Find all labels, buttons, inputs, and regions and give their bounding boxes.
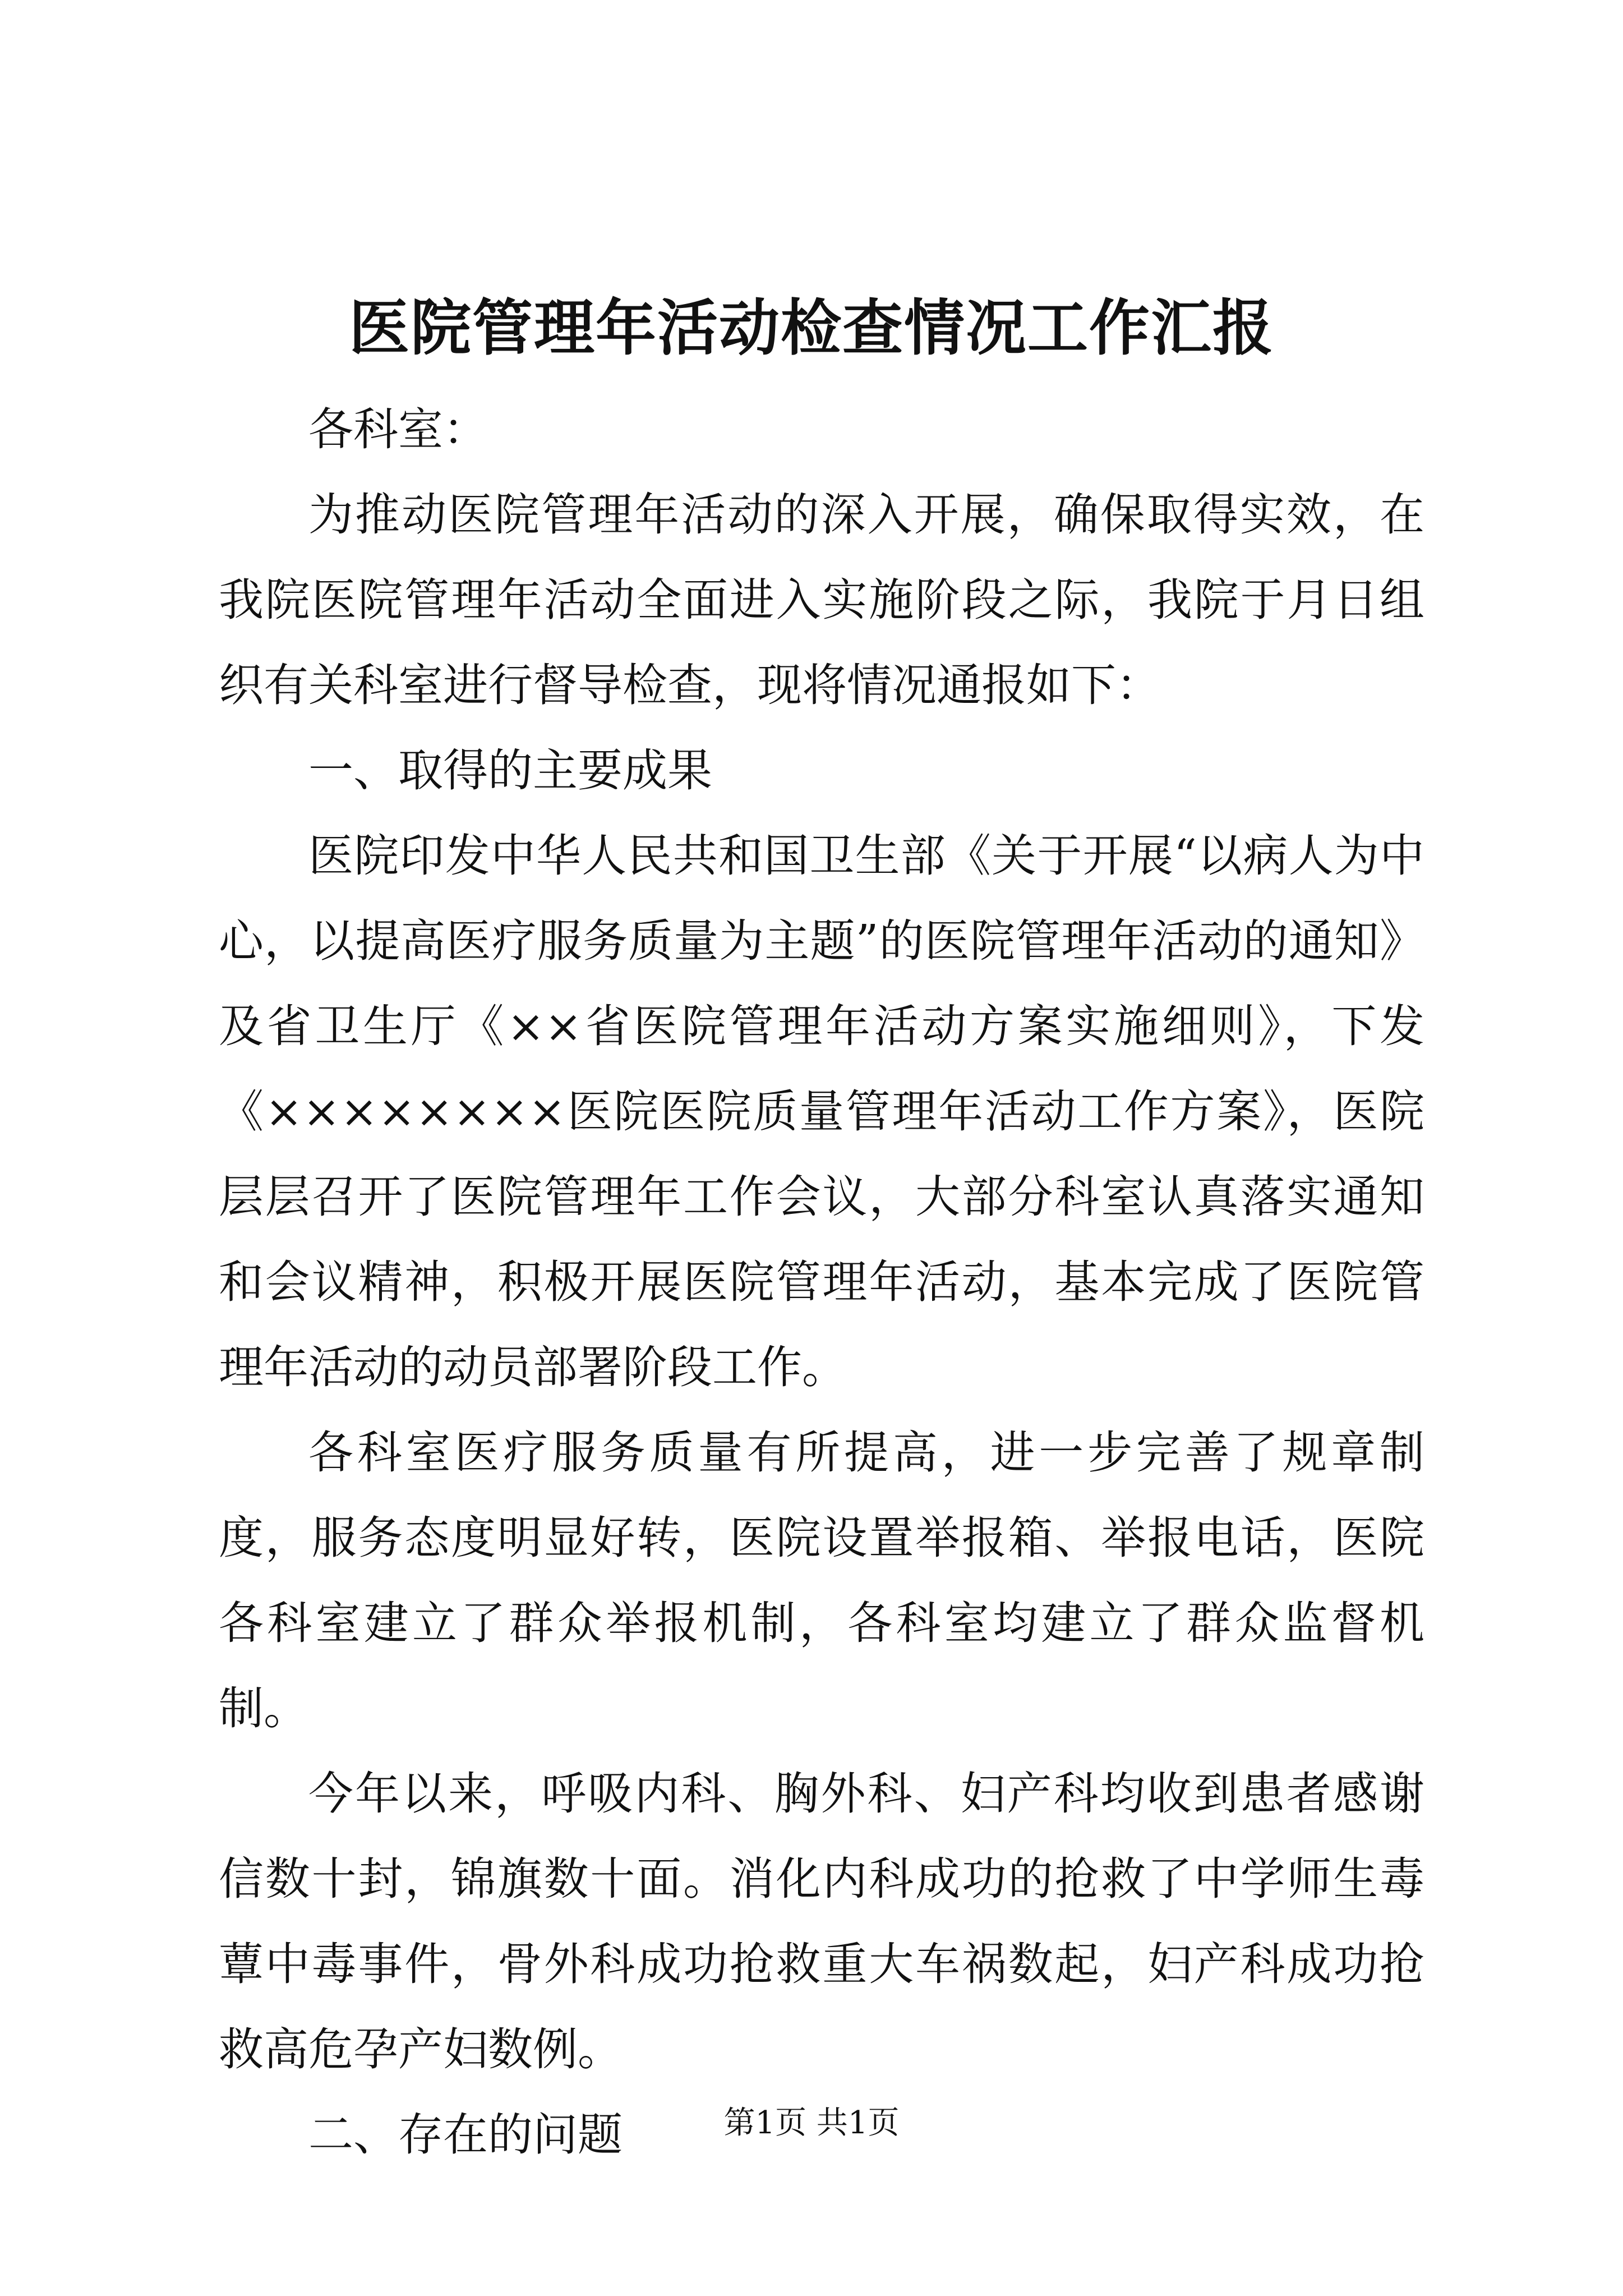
document-title: 医院管理年活动检查情况工作汇报 bbox=[348, 293, 1274, 364]
paragraph-directives: 医院印发中华人民共和国卫生部《关于开展“以病人为中心，以提高医疗服务质量为主题”的医院管理年活动的通知》及省卫生厅《××省医院管理年活动方案实施细则》，下发《××××××××医院医院质量管理年活动工作方案》，医院层层召开了医院管理年工作会议，大部分科室认真落实通知和会议精神，积极开展医院管理年活动，基本完成了医院管理年活动的动员部署阶段工作。 bbox=[219, 830, 1424, 1393]
section-heading-achievements: 一、取得的主要成果 bbox=[308, 744, 712, 797]
page-footer: 第1页 共1页 bbox=[723, 2105, 900, 2141]
document-body bbox=[219, 387, 1424, 2178]
paragraph-service-quality: 各科室医疗服务质量有所提高，进一步完善了规章制度，服务态度明显好转，医院设置举报箱、举报电话，医院各科室建立了群众举报机制，各科室均建立了群众监督机制。 bbox=[219, 1427, 1424, 1734]
section-heading-problems: 二、存在的问题 bbox=[308, 2109, 623, 2161]
salutation: 各科室： bbox=[308, 403, 488, 455]
paragraph-rescue-cases: 今年以来，呼吸内科、胸外科、妇产科均收到患者感谢信数十封，锦旗数十面。消化内科成功的抢救了中学师生毒蕈中毒事件，骨外科成功抢救重大车祸数起，妇产科成功抢救高危孕产妇数例。 bbox=[219, 1768, 1424, 2076]
paragraph-intro: 为推动医院管理年活动的深入开展，确保取得实效，在我院医院管理年活动全面进入实施阶段之际，我院于月日组织有关科室进行督导检查，现将情况通报如下： bbox=[219, 489, 1424, 711]
